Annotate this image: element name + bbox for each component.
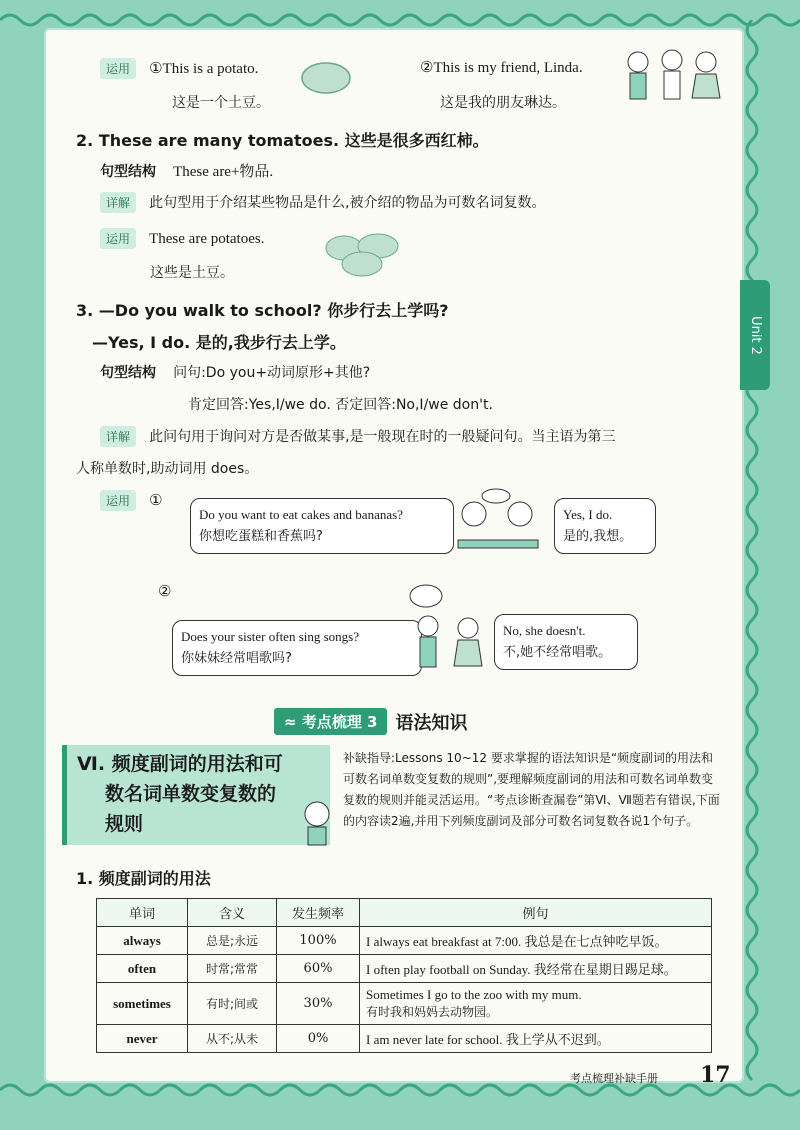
subsection-heading: 1. 频度副词的用法 (76, 869, 211, 888)
girls-eating-illustration-icon (448, 488, 548, 568)
topic-title-line1: Ⅵ. 频度副词的用法和可 (77, 753, 283, 775)
table-row (97, 1025, 712, 1053)
item3-structure-question: 问句:Do you+动词原形+其他? (173, 365, 371, 381)
boy-girl-illustration-icon (404, 582, 492, 680)
table-row (97, 983, 712, 1025)
dialogue2-question-zh: 你妹妹经常唱歌吗? (181, 651, 292, 666)
example-cell (360, 1025, 712, 1053)
dialogue2-answer-zh: 不,她不经常唱歌。 (503, 645, 612, 660)
topic-title-box (62, 745, 330, 845)
footer-book-title: 考点梳理补缺手册 (570, 1072, 658, 1085)
item2-use-zh: 这些是土豆。 (150, 265, 234, 281)
top-wave-border (0, 8, 800, 30)
example-en: Sometimes I go to the zoo with my mum. (366, 987, 582, 1002)
use-tag: 运用 (100, 490, 136, 511)
item3-detail-line1: 此问句用于询问对方是否做某事,是一般现在时的一般疑问句。当主语为第三 (149, 429, 616, 445)
frequency-cell: 0% (277, 1025, 360, 1053)
item1-example2-zh: 这是我的朋友琳达。 (440, 95, 566, 111)
item1-example2-en: ②This is my friend, Linda. (420, 60, 583, 76)
meaning-cell: 总是;永远 (188, 927, 277, 955)
dialogue1-number: ① (149, 493, 163, 509)
dialogue1-answer-zh: 是的,我想。 (563, 529, 633, 544)
word-cell: often (97, 955, 188, 983)
dialogue2-number: ② (158, 584, 172, 600)
section-banner (274, 708, 467, 735)
item2-use-en: These are potatoes. (149, 231, 265, 247)
dialogue2-answer-en: No, she doesn't. (503, 623, 586, 638)
item3-structure-answers: 肯定回答:Yes,I/we do. 否定回答:No,I/we don't. (188, 397, 493, 413)
dialogue1-question-bubble (190, 498, 454, 554)
frequency-adverbs-table (96, 898, 712, 1053)
item3-use-row (100, 490, 163, 511)
example-cell (360, 983, 712, 1025)
potato-icon (300, 60, 352, 96)
table-header-row (97, 899, 712, 927)
item1-example1-en: ①This is a potato. (149, 61, 259, 77)
structure-label: 句型结构 (100, 164, 156, 180)
item2-detail: 此句型用于介绍某些物品是什么,被介绍的物品为可数名词复数。 (149, 195, 546, 211)
table-header: 含义 (188, 899, 277, 927)
topic-title-line3: 规则 (105, 813, 144, 835)
table-header: 例句 (360, 899, 712, 927)
word-cell: sometimes (97, 983, 188, 1025)
dialogue1-answer-en: Yes, I do. (563, 507, 613, 522)
frequency-cell: 60% (277, 955, 360, 983)
item3-detail-row (100, 426, 730, 447)
detail-tag: 详解 (100, 192, 136, 213)
section-banner-label: ≈ 考点梳理 3 (274, 708, 387, 735)
dialogue1-answer-bubble (554, 498, 656, 554)
item2-use-row (100, 228, 264, 249)
word-cell: always (97, 927, 188, 955)
meaning-cell: 有时;间或 (188, 983, 277, 1025)
item1-use-row (100, 58, 258, 79)
frequency-cell: 30% (277, 983, 360, 1025)
page-number: 17 (700, 1062, 731, 1088)
topic-tip: 补缺指导:Lessons 10~12 要求掌握的语法知识是“频度副词的用法和可数名词单数变复数的规则”,要理解频度副词的用法和可数名词单数变复数的规则并能灵活运用。“考点诊断查漏卷”第Ⅵ、Ⅶ题若有错误,下面的内容读2遍,并用下列频度副词及部分可数名词复数各说1个句子。 (343, 751, 720, 828)
item2-detail-row (100, 192, 546, 213)
item3-heading-answer: —Yes, I do. 是的,我步行去上学。 (92, 333, 346, 352)
example-cell (360, 927, 712, 955)
unit-tab[interactable] (740, 280, 770, 390)
bottom-wave-border (0, 1080, 800, 1102)
dialogue1-question-zh: 你想吃蛋糕和香蕉吗? (199, 529, 323, 544)
example-en: I often play football on Sunday. 我经常在星期日踢足球。 (366, 962, 677, 977)
friends-illustration-icon (618, 48, 726, 116)
structure-label: 句型结构 (100, 365, 156, 381)
item3-detail-line2: 人称单数时,助动词用 does。 (76, 461, 259, 477)
detail-tag: 详解 (100, 426, 136, 447)
example-zh: 有时我和妈妈去动物园。 (366, 1005, 499, 1019)
dialogue2-answer-bubble (494, 614, 638, 670)
dialogue1-question-en: Do you want to eat cakes and bananas? (199, 507, 403, 522)
item2-structure: These are+物品. (173, 164, 274, 180)
word-cell: never (97, 1025, 188, 1053)
example-en: I always eat breakfast at 7:00. 我总是在七点钟吃早饭。 (366, 934, 668, 949)
item3-structure-row (100, 362, 370, 382)
topic-title-line2: 数名词单数变复数的 (105, 783, 277, 805)
example-cell (360, 955, 712, 983)
table-header: 单词 (97, 899, 188, 927)
meaning-cell: 时常;常常 (188, 955, 277, 983)
use-tag: 运用 (100, 228, 136, 249)
table-row (97, 927, 712, 955)
item3-heading-question: 3. —Do you walk to school? 你步行去上学吗? (76, 301, 449, 320)
meaning-cell: 从不;从未 (188, 1025, 277, 1053)
item2-heading: 2. These are many tomatoes. 这些是很多西红柿。 (76, 131, 489, 150)
table-row (97, 955, 712, 983)
potatoes-icon (322, 232, 406, 278)
boy-mascot-icon (300, 800, 334, 846)
dialogue2-question-en: Does your sister often sing songs? (181, 629, 360, 644)
example-en: I am never late for school. 我上学从不迟到。 (366, 1032, 610, 1047)
unit-tab-label: Unit 2 (747, 315, 763, 355)
section-title: 语法知识 (395, 712, 468, 734)
item2-structure-row (100, 160, 273, 181)
item1-example1-zh: 这是一个土豆。 (172, 95, 270, 111)
table-header: 发生频率 (277, 899, 360, 927)
use-tag: 运用 (100, 58, 136, 79)
dialogue2-question-bubble (172, 620, 422, 676)
frequency-cell: 100% (277, 927, 360, 955)
